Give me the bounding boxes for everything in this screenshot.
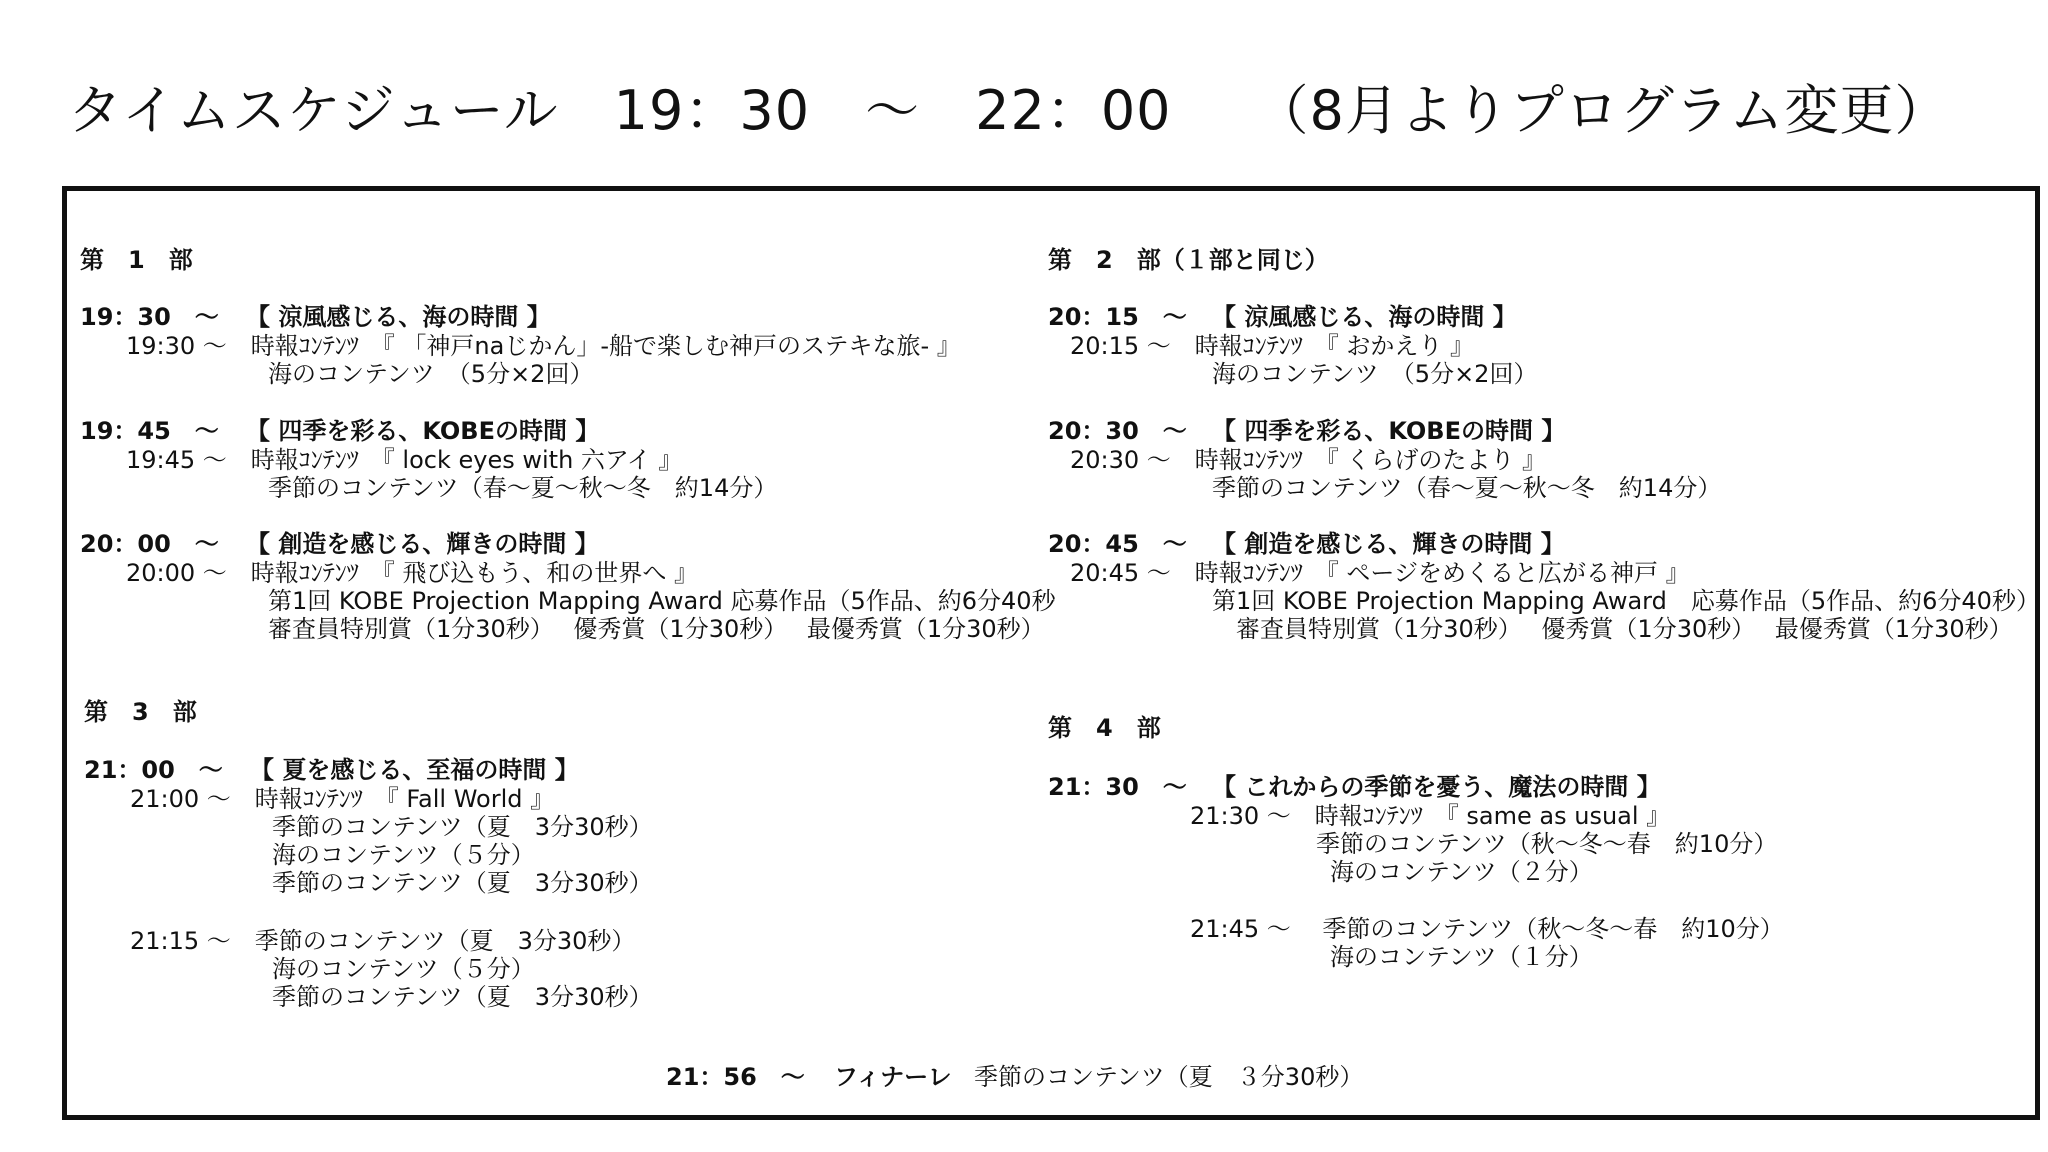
part3-heading: 第 3 部 — [84, 698, 197, 726]
part1-block1-time: 19：30 ～ — [80, 303, 219, 331]
part3-line: 21:15 ～ 季節のコンテンツ（夏 3分30秒） — [130, 927, 636, 955]
part1-block2-line1: 19:45 ～ 時報ｺﾝﾃﾝﾂ 『 lock eyes with 六アイ 』 — [126, 446, 683, 474]
part4-line: 21:30 ～ 時報ｺﾝﾃﾝﾂ 『 same as usual 』 — [1190, 802, 1671, 830]
part1-block3-line1: 20:00 ～ 時報ｺﾝﾃﾝﾂ 『 飛び込もう、和の世界へ 』 — [126, 559, 699, 587]
part2-block3-line3: 審査員特別賞（1分30秒） 優秀賞（1分30秒） 最優秀賞（1分30秒） — [1236, 615, 2013, 643]
part2-block3-theme: 【 創造を感じる、輝きの時間 】 — [1212, 530, 1565, 558]
part2-block2-line2: 季節のコンテンツ（春～夏～秋～冬 約14分） — [1212, 474, 1722, 502]
part1-block1-theme: 【 涼風感じる、海の時間 】 — [246, 303, 551, 331]
part3-line: 海のコンテンツ（５分） — [272, 841, 535, 869]
part3-line: 季節のコンテンツ（夏 3分30秒） — [272, 983, 653, 1011]
part4-time: 21：30 ～ — [1048, 773, 1187, 801]
part2-block3-line1: 20:45 ～ 時報ｺﾝﾃﾝﾂ 『 ページをめくると広がる神戸 』 — [1070, 559, 1690, 587]
part1-block2-theme: 【 四季を彩る、KOBEの時間 】 — [246, 417, 600, 445]
part1-block3-theme: 【 創造を感じる、輝きの時間 】 — [246, 530, 599, 558]
part4-heading: 第 4 部 — [1048, 714, 1161, 742]
part2-block2-time: 20：30 ～ — [1048, 417, 1187, 445]
part3-line: 季節のコンテンツ（夏 3分30秒） — [272, 869, 653, 897]
part2-block3-line2: 第1回 KOBE Projection Mapping Award 応募作品（5作品、約6分40秒） — [1212, 587, 2040, 615]
part1-block1-line2: 海のコンテンツ （5分×2回） — [268, 360, 594, 388]
finale-content: 季節のコンテンツ（夏 ３分30秒） — [974, 1063, 1364, 1091]
part4-line: 21:45 ～ 季節のコンテンツ（秋～冬～春 約10分） — [1190, 915, 1784, 943]
part4-line: 季節のコンテンツ（秋～冬～春 約10分） — [1316, 830, 1778, 858]
part3-theme: 【 夏を感じる、至福の時間 】 — [250, 756, 579, 784]
part1-block2-line2: 季節のコンテンツ（春～夏～秋～冬 約14分） — [268, 474, 778, 502]
part2-block1-line2: 海のコンテンツ （5分×2回） — [1212, 360, 1538, 388]
part2-block2-line1: 20:30 ～ 時報ｺﾝﾃﾝﾂ 『 くらげのたより 』 — [1070, 446, 1547, 474]
part1-block3-line2: 第1回 KOBE Projection Mapping Award 応募作品（5作品、約6分40秒 — [268, 587, 1056, 615]
part1-heading: 第 1 部 — [80, 246, 193, 274]
page-title: タイムスケジュール 19：30 ～ 22：00 （8月よりプログラム変更） — [68, 79, 1950, 142]
part2-block1-line1: 20:15 ～ 時報ｺﾝﾃﾝﾂ 『 おかえり 』 — [1070, 332, 1475, 360]
part1-block3-time: 20：00 ～ — [80, 530, 219, 558]
part1-block2-time: 19：45 ～ — [80, 417, 219, 445]
part3-line: 21:00 ～ 時報ｺﾝﾃﾝﾂ 『 Fall World 』 — [130, 785, 555, 813]
part1-block1-line1: 19:30 ～ 時報ｺﾝﾃﾝﾂ 『 「神戸naじかん」-船で楽しむ神戸のステキな旅- 』 — [126, 332, 961, 360]
part2-block2-theme: 【 四季を彩る、KOBEの時間 】 — [1212, 417, 1566, 445]
part2-block3-time: 20：45 ～ — [1048, 530, 1187, 558]
part3-line: 季節のコンテンツ（夏 3分30秒） — [272, 813, 653, 841]
part4-theme: 【 これからの季節を憂う、魔法の時間 】 — [1212, 773, 1661, 801]
part4-line: 海のコンテンツ（２分） — [1330, 858, 1593, 886]
finale-label: フィナーレ — [834, 1063, 952, 1091]
part3-line: 海のコンテンツ（５分） — [272, 955, 535, 983]
part4-line: 海のコンテンツ（１分） — [1330, 943, 1593, 971]
part2-block1-theme: 【 涼風感じる、海の時間 】 — [1212, 303, 1517, 331]
part1-block3-line3: 審査員特別賞（1分30秒） 優秀賞（1分30秒） 最優秀賞（1分30秒） — [268, 615, 1045, 643]
part3-time: 21：00 ～ — [84, 756, 223, 784]
part2-block1-time: 20：15 ～ — [1048, 303, 1187, 331]
part2-heading: 第 2 部（１部と同じ） — [1048, 246, 1329, 274]
finale-time: 21：56 ～ — [666, 1063, 805, 1091]
